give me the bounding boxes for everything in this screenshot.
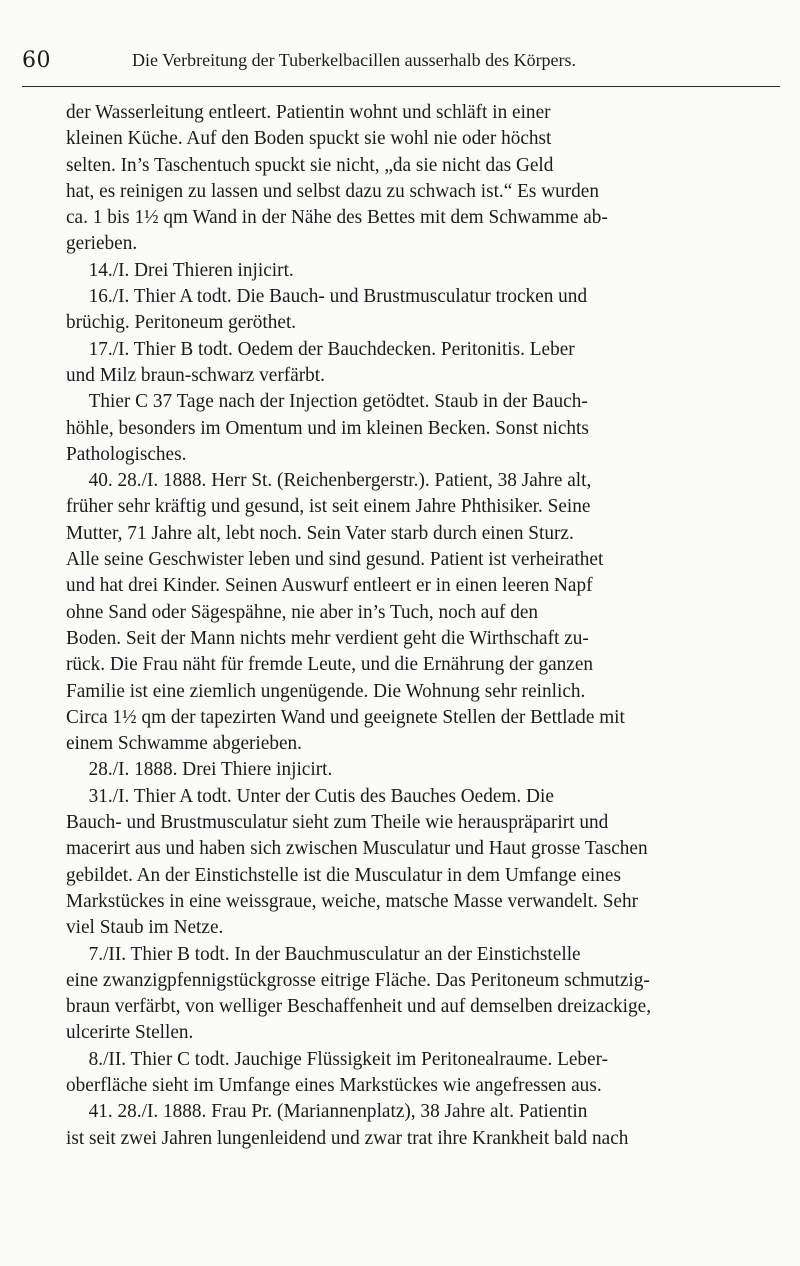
text-line: Pathologisches. — [66, 443, 187, 465]
text-line: 31./I. Thier A todt. Unter der Cutis des Bauches Oedem. Die — [88, 785, 554, 807]
text-line: Boden. Seit der Mann nichts mehr verdient geht die Wirthschaft zu- — [66, 627, 589, 649]
text-line: ca. 1 bis 1½ qm Wand in der Nähe des Bettes mit dem Schwamme ab- — [66, 207, 608, 229]
text-line: selten. In’s Taschentuch spuckt sie nicht, „da sie nicht das Geld — [66, 154, 554, 176]
text-line: viel Staub im Netze. — [66, 917, 224, 939]
text-line: oberfläche sieht im Umfange eines Markstückes wie angefressen aus. — [66, 1074, 602, 1096]
text-line: 16./I. Thier A todt. Die Bauch- und Brustmusculatur trocken und — [88, 286, 588, 308]
header-rule — [22, 86, 780, 87]
page-number: 60 — [22, 48, 51, 73]
text-line: gebildet. An der Einstichstelle ist die Musculatur in dem Umfange eines — [66, 864, 621, 886]
text-line: und Milz braun-schwarz verfärbt. — [66, 364, 325, 386]
text-line: Familie ist eine ziemlich ungenügende. Die Wohnung sehr reinlich. — [66, 680, 586, 702]
text-line: 7./II. Thier B todt. In der Bauchmusculatur an der Einstichstelle — [88, 943, 581, 965]
text-line: rück. Die Frau näht für fremde Leute, und die Ernährung der ganzen — [66, 654, 594, 676]
text-line: Circa 1½ qm der tapezirten Wand und geeignete Stellen der Bettlade mit — [66, 706, 625, 728]
text-line: brüchig. Peritoneum geröthet. — [66, 312, 297, 334]
text-line: kleinen Küche. Auf den Boden spuckt sie wohl nie oder höchst — [66, 128, 552, 150]
body-text — [66, 100, 794, 1152]
text-line: ohne Sand oder Sägespähne, nie aber in’s Tuch, noch auf den — [66, 601, 539, 623]
text-line: Alle seine Geschwister leben und sind gesund. Patient ist verheirathet — [66, 549, 604, 571]
text-line: 40. 28./I. 1888. Herr St. (Reichenbergerstr.). Patient, 38 Jahre alt, — [88, 470, 592, 492]
text-line: eine zwanzigpfennigstückgrosse eitrige Fläche. Das Peritoneum schmutzig- — [66, 969, 650, 991]
text-line: 8./II. Thier C todt. Jauchige Flüssigkeit im Peritonealraume. Leber- — [88, 1048, 609, 1070]
text-line: Markstückes in eine weissgraue, weiche, matsche Masse verwandelt. Sehr — [66, 890, 639, 912]
text-line: einem Schwamme abgerieben. — [66, 733, 302, 755]
text-line: ist seit zwei Jahren lungenleidend und zwar trat ihre Krankheit bald nach — [66, 1127, 629, 1149]
text-line: Mutter, 71 Jahre alt, lebt noch. Sein Vater starb durch einen Sturz. — [66, 522, 574, 544]
running-header — [22, 48, 782, 78]
text-line: der Wasserleitung entleert. Patientin wohnt und schläft in einer — [66, 102, 551, 123]
text-line: Thier C 37 Tage nach der Injection getödtet. Staub in der Bauch- — [88, 391, 588, 413]
running-title: Die Verbreitung der Tuberkelbacillen ausserhalb des Körpers. — [132, 50, 577, 70]
text-line: höhle, besonders im Omentum und im kleinen Becken. Sonst nichts — [66, 417, 589, 439]
text-line: gerieben. — [66, 233, 138, 255]
text-line: 41. 28./I. 1888. Frau Pr. (Mariannenplatz), 38 Jahre alt. Patientin — [88, 1101, 588, 1123]
text-line: Bauch- und Brustmusculatur sieht zum Theile wie herauspräparirt und — [66, 812, 609, 834]
text-line: hat, es reinigen zu lassen und selbst dazu zu schwach ist.“ Es wurden — [66, 180, 599, 202]
text-line: braun verfärbt, von welliger Beschaffenheit und auf demselben dreizackige, — [66, 996, 652, 1018]
text-line: 28./I. 1888. Drei Thiere injicirt. — [88, 759, 333, 781]
text-line: früher sehr kräftig und gesund, ist seit einem Jahre Phthisiker. Seine — [66, 496, 591, 518]
text-line: macerirt aus und haben sich zwischen Musculatur und Haut grosse Taschen — [66, 838, 648, 860]
text-line: und hat drei Kinder. Seinen Auswurf entleert er in einen leeren Napf — [66, 575, 593, 597]
text-line: ulcerirte Stellen. — [66, 1022, 194, 1044]
text-line: 14./I. Drei Thieren injicirt. — [88, 259, 294, 281]
text-line: 17./I. Thier B todt. Oedem der Bauchdecken. Peritonitis. Leber — [88, 338, 575, 360]
